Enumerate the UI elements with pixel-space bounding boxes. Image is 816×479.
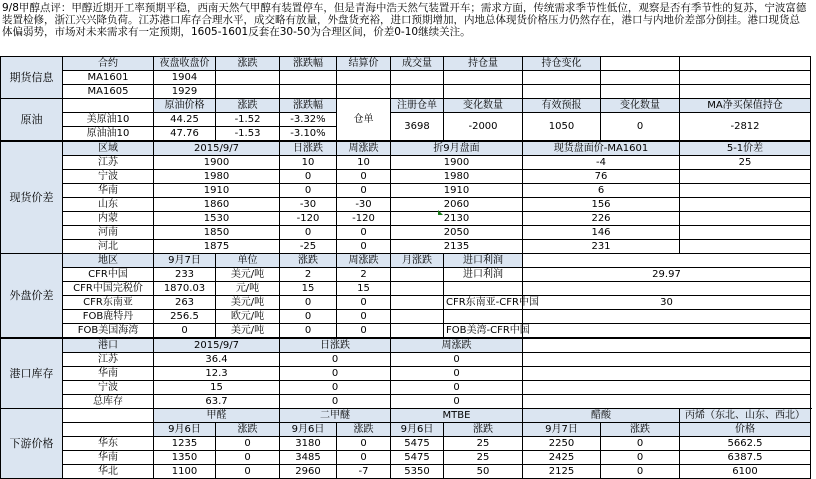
cell[interactable] (680, 198, 811, 212)
table-row (1, 156, 811, 170)
cell[interactable]: 河南 (63, 226, 154, 240)
cell[interactable]: 15 (337, 282, 391, 296)
cell[interactable]: 0 (337, 310, 391, 324)
table-row (1, 113, 811, 127)
header-cell[interactable]: 9月6日 (280, 423, 337, 437)
comment-indicator-icon (438, 210, 443, 215)
cell[interactable]: 10 (280, 156, 337, 170)
cell[interactable]: 0 (601, 437, 680, 451)
cell[interactable] (523, 367, 811, 381)
section-label-futures: 期货信息 (1, 57, 63, 99)
cell[interactable]: 0 (337, 296, 391, 310)
header-cell[interactable]: 变化数量 (444, 99, 523, 113)
cell[interactable]: -2000 (444, 113, 523, 141)
header-cell[interactable]: 9月7日 (154, 254, 216, 268)
header-cell[interactable]: 周涨跌 (337, 142, 391, 156)
cell[interactable]: 0 (337, 437, 391, 451)
header-cell[interactable]: 成交量 (391, 57, 444, 71)
cell[interactable]: 0 (280, 324, 337, 338)
cell[interactable]: 2050 (391, 226, 523, 240)
header-cell[interactable]: 二甲醚 (280, 409, 391, 423)
table-row (1, 170, 811, 184)
header-cell[interactable]: 9月6日 (391, 423, 444, 437)
header-cell[interactable]: 单位 (216, 254, 280, 268)
cell[interactable] (523, 395, 811, 409)
cell[interactable] (391, 268, 444, 282)
cell[interactable]: 江苏 (63, 353, 154, 367)
cell[interactable] (337, 71, 391, 85)
cell[interactable] (63, 423, 154, 437)
cell[interactable]: 6100 (680, 465, 811, 479)
cell[interactable]: 0 (280, 381, 391, 395)
cell[interactable]: 0 (391, 381, 523, 395)
header-cell[interactable]: 5-1价差 (680, 142, 811, 156)
cell[interactable] (391, 282, 444, 296)
cell[interactable]: 2 (280, 268, 337, 282)
cell[interactable] (523, 85, 601, 99)
cell[interactable] (680, 226, 811, 240)
cell[interactable]: 76 (523, 170, 680, 184)
cell[interactable]: 47.76 (154, 127, 216, 141)
cell[interactable]: 0 (280, 184, 337, 198)
cell[interactable]: 233 (154, 268, 216, 282)
section-label-spot: 现货价差 (1, 142, 63, 254)
cell[interactable]: 5475 (391, 437, 444, 451)
cell[interactable]: 内蒙 (63, 212, 154, 226)
cell[interactable]: -25 (280, 240, 337, 254)
header-cell[interactable]: 涨跌 (337, 423, 391, 437)
header-cell[interactable]: 有效预报 (523, 99, 601, 113)
header-cell[interactable]: 涨跌 (601, 423, 680, 437)
cell[interactable]: 0 (337, 324, 391, 338)
header-cell[interactable]: 合约 (63, 57, 154, 71)
header-cell[interactable]: 现货盘面价-MA1601 (523, 142, 680, 156)
cell[interactable]: -30 (280, 198, 337, 212)
section-label-crude: 原油 (1, 99, 63, 141)
cell[interactable]: -120 (337, 212, 391, 226)
header-cell[interactable]: 涨跌幅 (280, 57, 337, 71)
spot-header-row (1, 142, 811, 156)
table-row (1, 240, 811, 254)
cell[interactable]: 36.4 (154, 353, 280, 367)
table-row (1, 226, 811, 240)
cell[interactable] (444, 282, 523, 296)
cell[interactable]: FOB鹿特丹 (63, 310, 154, 324)
section-label-port: 港口库存 (1, 339, 63, 409)
cell[interactable]: 0 (216, 451, 280, 465)
header-cell[interactable]: 港口 (63, 339, 154, 353)
cell[interactable]: 25 (444, 451, 523, 465)
cell[interactable] (601, 85, 680, 99)
cell[interactable]: 0 (391, 353, 523, 367)
cell[interactable]: 0 (337, 240, 391, 254)
cell[interactable]: 0 (337, 451, 391, 465)
cell[interactable]: 6 (523, 184, 680, 198)
downstream-group-row (1, 409, 811, 423)
cell[interactable]: -1.52 (216, 113, 280, 127)
cell[interactable]: 2425 (523, 451, 601, 465)
header-cell[interactable]: 涨跌 (216, 423, 280, 437)
cell[interactable]: -120 (280, 212, 337, 226)
table-row (1, 437, 811, 451)
overseas-table (0, 253, 811, 338)
cell[interactable] (63, 99, 154, 113)
header-cell[interactable]: 甲醛 (154, 409, 280, 423)
futures-table (0, 56, 811, 99)
cell[interactable]: 河北 (63, 240, 154, 254)
cell[interactable] (523, 282, 811, 296)
import-profit-label[interactable]: 进口利润 (444, 268, 523, 282)
downstream-subheader-row (1, 423, 811, 437)
table-row (1, 268, 811, 282)
spread-label[interactable]: CFR东南亚-CFR中国 (444, 296, 523, 310)
cell[interactable]: 江苏 (63, 156, 154, 170)
cell[interactable]: 2250 (523, 437, 601, 451)
cell[interactable]: -1.53 (216, 127, 280, 141)
table-row (1, 381, 811, 395)
cell[interactable]: CFR中国完税价 (63, 282, 154, 296)
cell[interactable] (391, 324, 444, 338)
table-row (1, 465, 811, 479)
header-cell[interactable]: 区域 (63, 142, 154, 156)
table-row (1, 296, 811, 310)
cell[interactable] (444, 310, 523, 324)
cell[interactable]: 0 (391, 395, 523, 409)
import-profit-value[interactable]: 29.97 (523, 268, 811, 282)
header-cell[interactable]: 地区 (63, 254, 154, 268)
spread-value[interactable] (523, 324, 811, 338)
cell[interactable]: 3180 (280, 437, 337, 451)
cell[interactable]: 0 (601, 113, 680, 141)
cell[interactable]: 美元/吨 (216, 268, 280, 282)
header-cell[interactable]: 持仓变化 (523, 57, 601, 71)
cell[interactable] (680, 85, 811, 99)
header-cell[interactable]: 涨跌 (444, 423, 523, 437)
header-cell[interactable]: 醋酸 (523, 409, 680, 423)
cell[interactable]: 2125 (523, 465, 601, 479)
cell[interactable]: 1980 (391, 170, 523, 184)
cell[interactable]: 0 (280, 353, 391, 367)
cell[interactable]: 0 (280, 367, 391, 381)
cell[interactable] (680, 170, 811, 184)
table-row (1, 198, 811, 212)
cell[interactable] (680, 184, 811, 198)
cell[interactable]: 原油油10 (63, 127, 154, 141)
cell[interactable]: 1980 (154, 170, 280, 184)
cell[interactable]: 2060 (391, 198, 523, 212)
header-cell[interactable]: 变化数量 (601, 99, 680, 113)
header-cell[interactable]: 折9月盘面 (391, 142, 523, 156)
cell[interactable]: 宁波 (63, 381, 154, 395)
header-cell[interactable]: MA净买保值持仓 (680, 99, 811, 113)
cell[interactable]: 美元/吨 (216, 296, 280, 310)
cell[interactable] (337, 85, 391, 99)
table-row (1, 395, 811, 409)
cell[interactable]: 15 (280, 282, 337, 296)
header-cell[interactable]: 周涨跌 (337, 254, 391, 268)
cell[interactable] (63, 409, 154, 423)
cell[interactable]: 44.25 (154, 113, 216, 127)
cell[interactable]: 宁波 (63, 170, 154, 184)
spread-value[interactable]: 30 (523, 296, 811, 310)
header-cell[interactable]: 持仓量 (444, 57, 523, 71)
cell[interactable]: 2 (337, 268, 391, 282)
cell[interactable] (391, 296, 444, 310)
cell[interactable]: CFR中国 (63, 268, 154, 282)
cell[interactable]: 1870.03 (154, 282, 216, 296)
cell[interactable]: 1910 (154, 184, 280, 198)
cell[interactable]: 0 (216, 437, 280, 451)
cell[interactable]: -3.10% (280, 127, 337, 141)
cell[interactable]: 146 (523, 226, 680, 240)
cell[interactable] (280, 71, 337, 85)
cell[interactable]: 0 (601, 451, 680, 465)
table-row (1, 310, 811, 324)
cell[interactable] (444, 71, 523, 85)
cell[interactable] (523, 353, 811, 367)
table-row (1, 282, 811, 296)
table-row (1, 212, 811, 226)
header-cell[interactable]: 日涨跌 (280, 142, 337, 156)
cell[interactable] (680, 71, 811, 85)
downstream-table (0, 408, 811, 479)
crude-table (0, 98, 811, 141)
cell[interactable]: 1860 (154, 198, 280, 212)
cell[interactable]: -3.32% (280, 113, 337, 127)
header-cell[interactable]: 进口利润 (444, 254, 523, 268)
cell[interactable]: 231 (523, 240, 680, 254)
cell[interactable]: 1850 (154, 226, 280, 240)
header-cell[interactable]: 丙烯（东北、山东、西北） (680, 409, 811, 423)
cell[interactable] (680, 212, 811, 226)
cell[interactable] (601, 71, 680, 85)
cell[interactable]: 0 (280, 395, 391, 409)
cell[interactable]: 0 (280, 296, 337, 310)
cell[interactable]: 25 (680, 156, 811, 170)
cell[interactable] (280, 85, 337, 99)
cell[interactable]: 0 (216, 465, 280, 479)
cell[interactable]: 6387.5 (680, 451, 811, 465)
cell[interactable]: 63.7 (154, 395, 280, 409)
table-row (1, 451, 811, 465)
cell[interactable]: 10 (337, 156, 391, 170)
cell[interactable]: 0 (280, 170, 337, 184)
overseas-header-row (1, 254, 811, 268)
cell[interactable]: 15 (154, 381, 280, 395)
cell[interactable]: 1900 (391, 156, 523, 170)
cell[interactable]: -4 (523, 156, 680, 170)
header-cell[interactable]: 原油价格 (154, 99, 216, 113)
cell[interactable] (523, 381, 811, 395)
cell[interactable]: -2812 (680, 113, 811, 141)
cell[interactable]: 1904 (154, 71, 216, 85)
spot-table (0, 141, 811, 254)
cell[interactable] (391, 310, 444, 324)
header-cell[interactable]: 月涨跌 (391, 254, 444, 268)
header-cell[interactable]: 9月7日 (523, 423, 601, 437)
cell[interactable]: MA1601 (63, 71, 154, 85)
cell[interactable]: 1050 (523, 113, 601, 141)
cell[interactable] (444, 85, 523, 99)
spread-label[interactable]: FOB美湾-CFR中国 (444, 324, 523, 338)
cell[interactable]: 256.5 (154, 310, 216, 324)
cell[interactable]: 1235 (154, 437, 216, 451)
cell[interactable]: 华南 (63, 367, 154, 381)
cell[interactable] (601, 57, 680, 71)
cell[interactable]: 0 (337, 170, 391, 184)
cell[interactable]: 1900 (154, 156, 280, 170)
cell[interactable]: 山东 (63, 198, 154, 212)
futures-header-row (1, 57, 811, 71)
cell[interactable]: 0 (280, 226, 337, 240)
cell[interactable] (391, 85, 444, 99)
port-header-row (1, 339, 811, 353)
cell[interactable]: -30 (337, 198, 391, 212)
header-cell[interactable]: 注册仓单 (391, 99, 444, 113)
cell[interactable]: 0 (337, 184, 391, 198)
cell[interactable]: 2135 (391, 240, 523, 254)
cell[interactable]: 1100 (154, 465, 216, 479)
table-row (1, 324, 811, 338)
cell[interactable] (523, 71, 601, 85)
header-cell[interactable]: 涨跌 (216, 57, 280, 71)
cell[interactable]: 1910 (391, 184, 523, 198)
cell[interactable]: 3698 (391, 113, 444, 141)
cell[interactable] (391, 71, 444, 85)
cell[interactable]: 美元/吨 (216, 324, 280, 338)
cell[interactable] (216, 71, 280, 85)
cell[interactable] (680, 57, 811, 71)
section-label-downstream: 下游价格 (1, 409, 63, 479)
cell[interactable]: 华北 (63, 465, 154, 479)
cell[interactable]: 0 (280, 310, 337, 324)
header-cell[interactable]: 9月6日 (154, 423, 216, 437)
warehouse-label[interactable]: 仓单 (337, 99, 391, 141)
header-cell[interactable]: MTBE (391, 409, 523, 423)
cell[interactable]: 25 (444, 437, 523, 451)
cell[interactable]: 50 (444, 465, 523, 479)
header-cell[interactable]: 价格 (680, 423, 811, 437)
cell[interactable]: 0 (391, 367, 523, 381)
cell[interactable]: 2130 (391, 212, 523, 226)
header-cell[interactable]: 涨跌 (216, 99, 280, 113)
cell[interactable]: 1350 (154, 451, 216, 465)
cell[interactable]: 226 (523, 212, 680, 226)
header-cell[interactable]: 夜盘收盘价 (154, 57, 216, 71)
cell[interactable]: 5350 (391, 465, 444, 479)
crude-header-row (1, 99, 811, 113)
table-row (1, 184, 811, 198)
cell[interactable]: 5662.5 (680, 437, 811, 451)
cell[interactable]: 华南 (63, 451, 154, 465)
cell[interactable]: 263 (154, 296, 216, 310)
cell[interactable]: 1929 (154, 85, 216, 99)
cell[interactable]: FOB美国海湾 (63, 324, 154, 338)
header-cell[interactable]: 涨跌 (280, 254, 337, 268)
cell[interactable]: 3485 (280, 451, 337, 465)
cell[interactable]: 美原油10 (63, 113, 154, 127)
table-row (1, 71, 811, 85)
port-table (0, 338, 811, 409)
cell[interactable]: MA1605 (63, 85, 154, 99)
section-label-overseas: 外盘价差 (1, 254, 63, 338)
cell[interactable] (523, 254, 811, 268)
cell[interactable] (216, 85, 280, 99)
header-cell[interactable]: 日涨跌 (280, 339, 391, 353)
cell[interactable]: 12.3 (154, 367, 280, 381)
cell[interactable]: 5475 (391, 451, 444, 465)
header-cell[interactable]: 涨跌幅 (280, 99, 337, 113)
table-row (1, 353, 811, 367)
cell[interactable]: 元/吨 (216, 282, 280, 296)
cell[interactable]: 2960 (280, 465, 337, 479)
cell[interactable] (523, 339, 811, 353)
commentary-text: 9/8甲醇点评：甲醇近期开工率预期平稳，西南天然气甲醇有装置停车，但是青海中浩天然气装置开车；需求方面，传统需求季节性低位，观察是否有季节性的复苏，宁波富德装置检修，浙江兴兴降负荷。江苏港口库存合理水平，成交略有放量，外盘货充裕，进口预期增加，内地总体现货价格压力仍然存在，港口与内地价差部分倒挂。港口现货总体偏弱势，市场对未来需求有一定预期，1605-1601反套在30-50为合理区间，价差0-10继续关注。 (2, 2, 807, 39)
cell[interactable]: 1875 (154, 240, 280, 254)
header-cell[interactable]: 周涨跌 (391, 339, 523, 353)
header-cell[interactable]: 2015/9/7 (154, 142, 280, 156)
cell[interactable] (680, 240, 811, 254)
cell[interactable]: 总库存 (63, 395, 154, 409)
cell[interactable]: 欧元/吨 (216, 310, 280, 324)
cell[interactable]: 0 (154, 324, 216, 338)
cell[interactable]: CFR东南亚 (63, 296, 154, 310)
cell[interactable]: 华东 (63, 437, 154, 451)
cell[interactable]: 156 (523, 198, 680, 212)
cell[interactable]: 1530 (154, 212, 280, 226)
header-cell[interactable]: 2015/9/7 (154, 339, 280, 353)
cell[interactable]: 华南 (63, 184, 154, 198)
cell[interactable]: 0 (337, 226, 391, 240)
table-row (1, 85, 811, 99)
cell[interactable] (523, 310, 811, 324)
table-row (1, 367, 811, 381)
cell[interactable]: 0 (601, 465, 680, 479)
cell[interactable]: -7 (337, 465, 391, 479)
header-cell[interactable]: 结算价 (337, 57, 391, 71)
